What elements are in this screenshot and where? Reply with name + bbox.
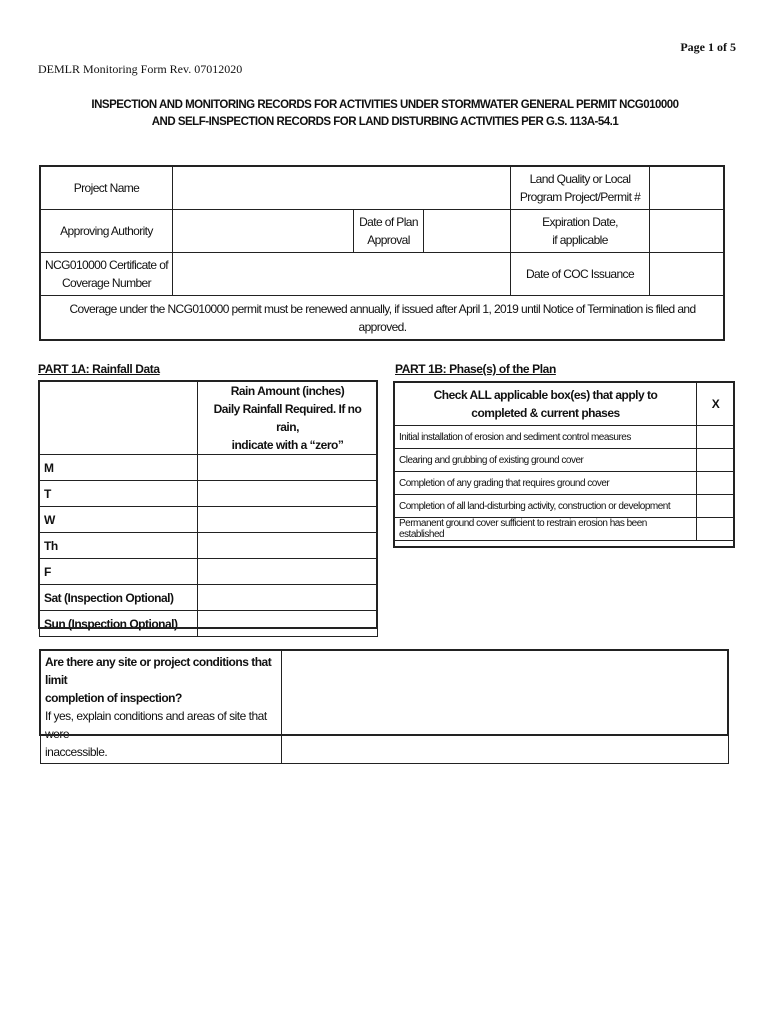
rainfall-amount-field[interactable] bbox=[198, 585, 378, 611]
rainfall-day-header bbox=[40, 382, 198, 455]
phase-item: Completion of all land-disturbing activity, construction or development bbox=[395, 495, 697, 518]
site-conditions-field[interactable] bbox=[282, 651, 729, 764]
project-info-table bbox=[40, 166, 725, 341]
coc-number-field[interactable] bbox=[173, 253, 511, 296]
coverage-note: Coverage under the NCG010000 permit must be renewed annually, if issued after April 1, 2019 until Notice of Termination is filed and approved. bbox=[41, 296, 725, 341]
rainfall-day: W bbox=[40, 507, 198, 533]
phase-table bbox=[394, 382, 735, 541]
rainfall-table bbox=[39, 381, 378, 637]
rainfall-amount-field[interactable] bbox=[198, 559, 378, 585]
approving-authority-label: Approving Authority bbox=[41, 210, 173, 253]
rainfall-day: M bbox=[40, 455, 198, 481]
phase-item: Completion of any grading that requires ground cover bbox=[395, 472, 697, 495]
rainfall-day: Sat (Inspection Optional) bbox=[40, 585, 198, 611]
rainfall-amount-field[interactable] bbox=[198, 611, 378, 637]
expiration-date-label: Expiration Date, if applicable bbox=[511, 210, 650, 253]
date-plan-approval-field[interactable] bbox=[424, 210, 511, 253]
coc-date-field[interactable] bbox=[650, 253, 725, 296]
project-name-field[interactable] bbox=[173, 167, 511, 210]
site-conditions-table bbox=[40, 650, 729, 764]
phase-item: Initial installation of erosion and sediment control measures bbox=[395, 426, 697, 449]
rainfall-day: Th bbox=[40, 533, 198, 559]
phase-checkbox[interactable] bbox=[697, 449, 735, 472]
rainfall-amount-field[interactable] bbox=[198, 481, 378, 507]
phase-checkbox[interactable] bbox=[697, 472, 735, 495]
rainfall-amount-field[interactable] bbox=[198, 455, 378, 481]
coc-number-label: NCG010000 Certificate of Coverage Number bbox=[41, 253, 173, 296]
phase-checkbox[interactable] bbox=[697, 426, 735, 449]
rainfall-day: F bbox=[40, 559, 198, 585]
lq-permit-label: Land Quality or Local Program Project/Permit # bbox=[511, 167, 650, 210]
approving-authority-field[interactable] bbox=[173, 210, 354, 253]
part-1b-label: PART 1B: Phase(s) of the Plan bbox=[395, 362, 556, 376]
rainfall-day: Sun (Inspection Optional) bbox=[40, 611, 198, 637]
form-title-line-1: INSPECTION AND MONITORING RECORDS FOR ACTIVITIES UNDER STORMWATER GENERAL PERMIT NCG010000 bbox=[91, 99, 679, 111]
project-name-label: Project Name bbox=[41, 167, 173, 210]
part-1a-label: PART 1A: Rainfall Data bbox=[38, 362, 160, 376]
site-conditions-question: Are there any site or project conditions that limit completion of inspection? If yes, explain conditions and areas of site that were inaccessible. bbox=[41, 651, 282, 764]
rainfall-amount-field[interactable] bbox=[198, 533, 378, 559]
phase-item: Clearing and grubbing of existing ground cover bbox=[395, 449, 697, 472]
phase-checkbox[interactable] bbox=[697, 518, 735, 541]
rainfall-amount-field[interactable] bbox=[198, 507, 378, 533]
phase-x-header: X bbox=[697, 383, 735, 426]
date-plan-approval-label: Date of Plan Approval bbox=[354, 210, 424, 253]
page-number: Page 1 of 5 bbox=[680, 40, 736, 54]
rainfall-day: T bbox=[40, 481, 198, 507]
form-revision: DEMLR Monitoring Form Rev. 07012020 bbox=[38, 62, 243, 76]
phase-checkbox[interactable] bbox=[697, 495, 735, 518]
phase-header: Check ALL applicable box(es) that apply to completed & current phases bbox=[395, 383, 697, 426]
rainfall-amount-header: Rain Amount (inches) Daily Rainfall Required. If no rain, indicate with a “zero” bbox=[198, 382, 378, 455]
lq-permit-field[interactable] bbox=[650, 167, 725, 210]
form-title-line-2: AND SELF-INSPECTION RECORDS FOR LAND DISTURBING ACTIVITIES PER G.S. 113A-54.1 bbox=[151, 116, 619, 128]
coc-date-label: Date of COC Issuance bbox=[511, 253, 650, 296]
expiration-date-field[interactable] bbox=[650, 210, 725, 253]
phase-item: Permanent ground cover sufficient to restrain erosion has been established bbox=[395, 518, 697, 541]
